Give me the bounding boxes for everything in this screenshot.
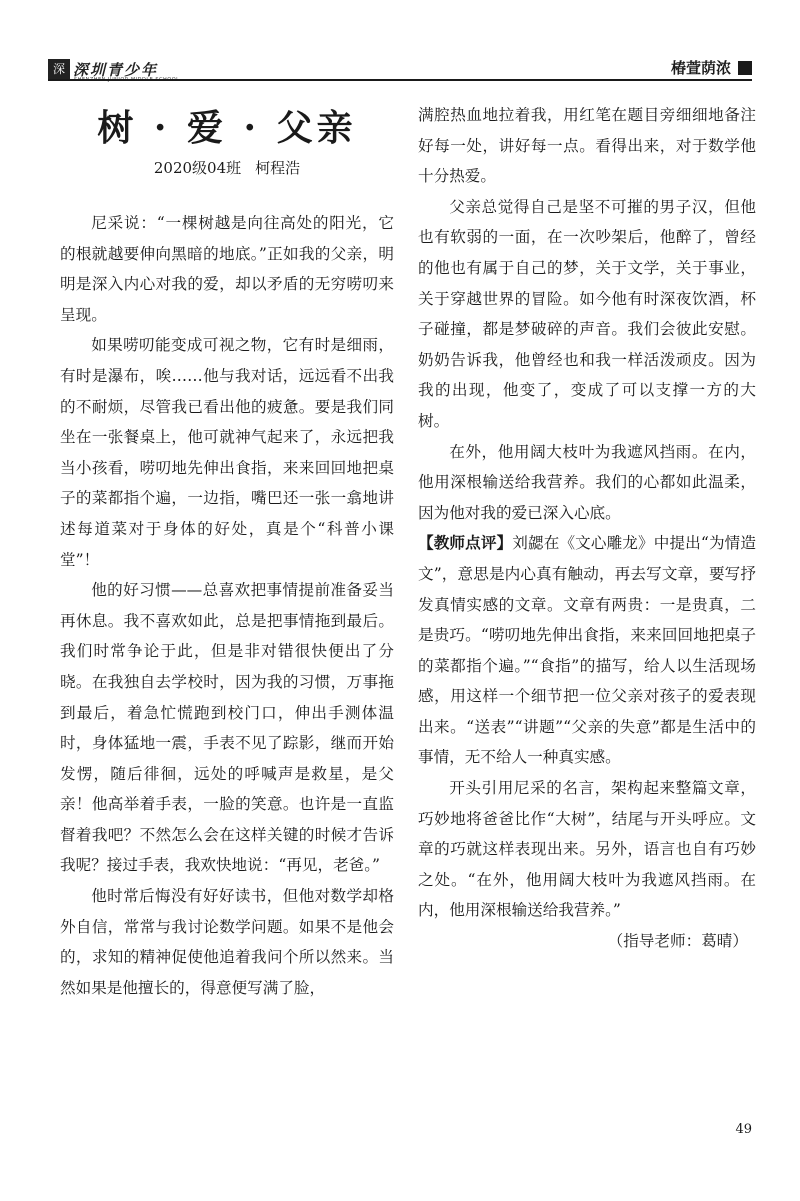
article-paragraph: 满腔热血地拉着我，用红笔在题目旁细细地备注好每一处，讲好每一点。看得出来，对于数学他十分热爱。 [418,106,756,186]
journal-subtitle: SHENZHEN JUNIOR MIDDLE SCHOOL [74,77,180,83]
instructor-credit: （指导老师：葛晴） [607,932,748,951]
author-name: 柯程浩 [255,159,301,177]
right-column [418,100,756,957]
teacher-comment [418,528,756,773]
article-paragraph: 他的好习惯——总喜欢把事情提前准备妥当再休息。我不喜欢如此，总是把事情拖到最后。我们时常争论于此，但是非对错很快便出了分晓。在我独自去学校时，因为我的习惯，万事拖到最后，着急忙慌跑到校门口，伸出手测体温时，身体猛地一震，手表不见了踪影，继而开始发愣，随后徘徊，远处的呼喊声是救星，是父亲！他高举着手表，一脸的笑意。也许是一直监督着我吧？不然怎么会在这样关键的时候才告诉我呢？接过手表，我欢快地说：“再见，老爸。” [60,581,394,875]
teacher-comment-paragraph: 开头引用尼采的名言，架构起来整篇文章，巧妙地将爸爸比作“大树”，结尾与开头呼应。文章的巧就这样表现出来。另外，语言也自有巧妙之处。“在外，他用阔大枝叶为我遮风挡雨。在内，他用深根输送给我营养。” [418,779,756,920]
article-paragraph: 他时常后悔没有好好读书，但他对数学却格外自信，常常与我讨论数学问题。如果不是他会的，求知的精神促使他追着我问个所以然来。当然如果是他擅长的，得意便写满了脸， [60,887,394,997]
article-paragraph: 尼采说：“一棵树越是向往高处的阳光，它的根就越要伸向黑暗的地底。”正如我的父亲，明明是深入内心对我的爱，却以矛盾的无穷唠叨来呈现。 [60,214,394,324]
byline [60,156,394,180]
teacher-comment-label: 【教师点评】 [418,533,513,553]
article-paragraph: 父亲总觉得自己是坚不可摧的男子汉，但他也有软弱的一面，在一次吵架后，他醉了，曾经的他也有属于自己的梦，关于文学，关于事业，关于穿越世界的冒险。如今他有时深夜饮酒，杯子碰撞，都是梦破碎的声音。我们会彼此安慰。奶奶告诉我，他曾经也和我一样活泼顽皮。因为我的出现，他变了，变成了可以支撑一方的大树。 [418,197,756,430]
page-number: 49 [735,1122,752,1137]
section-header [671,57,752,78]
section-label: 椿萱荫浓 [670,59,731,77]
article-paragraph: 在外，他用阔大枝叶为我遮风挡雨。在内，他用深根输送给我营养。我们的心都如此温柔，因为他对我的爱已深入心底。 [418,442,756,522]
journal-logo-mark: 深 [48,59,70,79]
left-column [60,100,394,1003]
article-paragraph: 如果唠叨能变成可视之物，它有时是细雨，有时是瀑布，唉……他与我对话，远远看不出我的不耐烦，尽管我已看出他的疲惫。要是我们同坐在一张餐桌上，他可就神气起来了，永远把我当小孩看，唠叨地先伸出食指，来来回回地把桌子的菜都指个遍，一边指，嘴巴还一张一翕地讲述每道菜对于身体的好处，真是个“科普小课堂”！ [60,336,394,569]
teacher-comment-text: 刘勰在《文心雕龙》中提出“为情造文”，意思是内心真有触动，再去写文章，要写抒发真情实感的文章。文章有两贵：一是贵真，二是贵巧。“唠叨地先伸出食指，来来回回地把桌子的菜都指个遍。”“食指”的描写，给人以生活现场感，用这样一个细节把一位父亲对孩子的爱表现出来。“送表”“讲题”“父亲的失意”都是生活中的事情，无不给人一种真实感。 [418,534,756,767]
section-square-icon [738,61,752,75]
header-rule [48,79,752,81]
journal-name: 深圳青少年 [73,60,159,79]
article-title: 树 · 爱 · 父亲 [97,107,357,149]
class-info: 2020级04班 [153,159,242,177]
journal-logo [48,58,180,83]
